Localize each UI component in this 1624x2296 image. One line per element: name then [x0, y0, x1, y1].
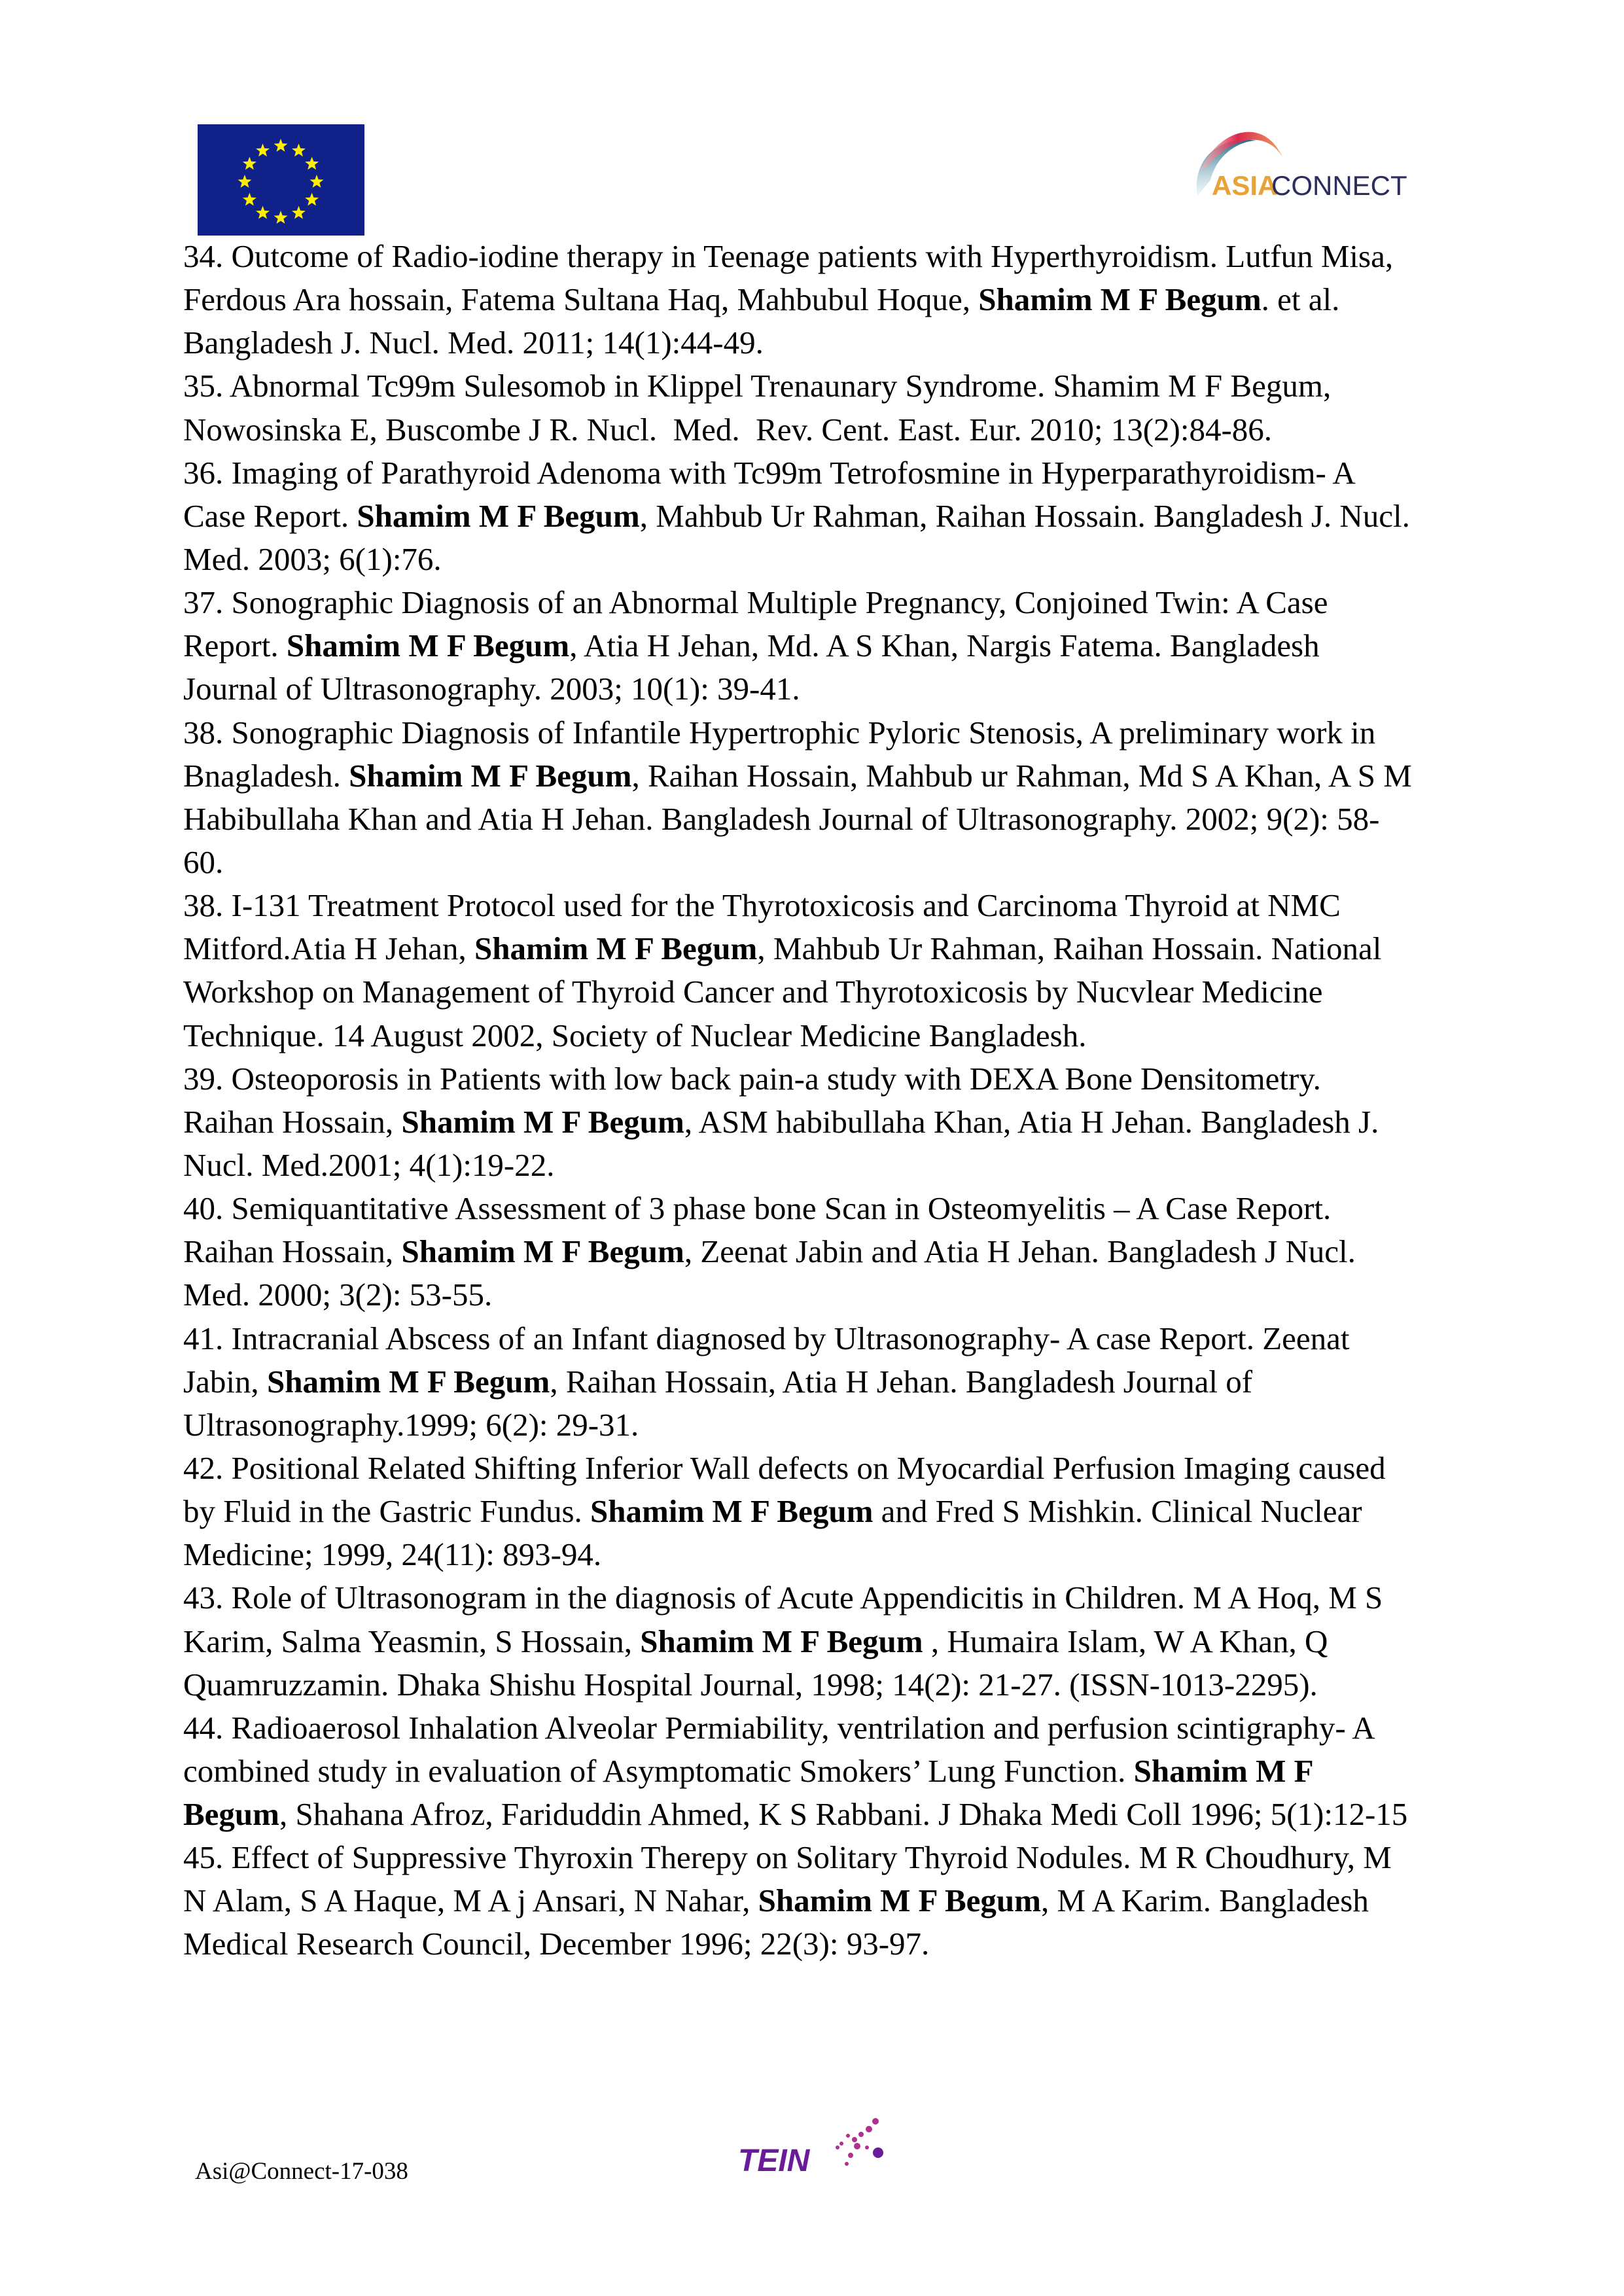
reference-text: , Shahana Afroz, Fariduddin Ahmed, K S Rabbani. J Dhaka Medi Coll 1996; 5(1):12-15 — [279, 1796, 1408, 1833]
reference-line — [183, 1014, 1466, 1057]
reference-item — [183, 711, 1466, 885]
reference-line — [183, 1706, 1466, 1750]
reference-text: Medical Research Council, December 1996; 22(3): 93-97. — [183, 1926, 930, 1962]
reference-text: Technique. 14 August 2002, Society of Nuclear Medicine Bangladesh. — [183, 1017, 1087, 1053]
reference-text: Med. 2000; 3(2): 53-55. — [183, 1277, 493, 1313]
reference-line — [183, 1404, 1466, 1447]
reference-list — [183, 235, 1466, 1966]
reference-item — [183, 364, 1466, 451]
logo-text-connect: CONNECT — [1271, 170, 1407, 201]
reference-line — [183, 711, 1466, 754]
reference-text: 36. Imaging of Parathyroid Adenoma with Tc99m Tetrofosmine in Hyperparathyroidism- A — [183, 454, 1356, 491]
asiaconnect-logo — [1178, 118, 1417, 228]
reference-text: Journal of Ultrasonography. 2003; 10(1): 39-41. — [183, 671, 800, 707]
reference-line — [183, 1922, 1466, 1966]
reference-text: 34. Outcome of Radio-iodine therapy in Teenage patients with Hyperthyroidism. Lutfun Misa, — [183, 238, 1394, 274]
reference-text: Raihan Hossain, — [183, 1233, 402, 1270]
author-highlight: Begum — [183, 1796, 279, 1833]
reference-text: Bangladesh J. Nucl. Med. 2011; 14(1):44-49. — [183, 325, 764, 361]
reference-text: 35. Abnormal Tc99m Sulesomob in Klippel Trenaunary Syndrome. Shamim M F Begum, — [183, 368, 1332, 404]
tein-logo-text: TEIN — [738, 2144, 810, 2177]
reference-text: , Mahbub Ur Rahman, Raihan Hossain. National — [757, 930, 1382, 967]
reference-text: 40. Semiquantitative Assessment of 3 phase bone Scan in Osteomyelitis – A Case Report. — [183, 1190, 1332, 1227]
author-highlight: Shamim M F Begum — [357, 497, 640, 534]
reference-line — [183, 1663, 1466, 1706]
reference-line — [183, 884, 1466, 927]
author-highlight: Shamim M F — [1133, 1752, 1314, 1789]
reference-line — [183, 1101, 1466, 1144]
reference-text: 37. Sonographic Diagnosis of an Abnormal Multiple Pregnancy, Conjoined Twin: A Case — [183, 584, 1328, 621]
author-highlight: Shamim M F Begum — [758, 1882, 1042, 1919]
reference-text: 42. Positional Related Shifting Inferior Wall defects on Myocardial Perfusion Imaging caused — [183, 1449, 1386, 1486]
reference-item — [183, 1706, 1466, 1836]
tein-logo — [733, 2115, 887, 2177]
reference-item — [183, 235, 1466, 364]
reference-item — [183, 884, 1466, 1057]
reference-text: combined study in evaluation of Asymptomatic Smokers’ Lung Function. — [183, 1752, 1134, 1789]
reference-text: 41. Intracranial Abscess of an Infant diagnosed by Ultrasonography- A case Report. Zeenat — [183, 1320, 1350, 1356]
reference-line — [183, 1057, 1466, 1101]
reference-text: 43. Role of Ultrasonogram in the diagnosis of Acute Appendicitis in Children. M A Hoq, M S — [183, 1580, 1383, 1616]
reference-line — [183, 581, 1466, 624]
reference-line — [183, 1576, 1466, 1619]
reference-item — [183, 1317, 1466, 1447]
reference-line — [183, 1533, 1466, 1576]
reference-line — [183, 235, 1466, 278]
reference-line — [183, 798, 1466, 841]
reference-text: , ASM habibullaha Khan, Atia H Jehan. Bangladesh J. — [684, 1103, 1379, 1140]
reference-line — [183, 1447, 1466, 1490]
reference-line — [183, 278, 1466, 321]
author-highlight: Shamim M F Begum — [590, 1493, 874, 1530]
reference-text: 38. I-131 Treatment Protocol used for the Thyrotoxicosis and Carcinoma Thyroid at NMC — [183, 887, 1341, 924]
reference-text: Ferdous Ara hossain, Fatema Sultana Haq, Mahbubul Hoque, — [183, 281, 979, 318]
reference-text: , Raihan Hossain, Atia H Jehan. Bangladesh Journal of — [550, 1363, 1253, 1400]
author-highlight: Shamim M F Begum — [401, 1233, 684, 1270]
reference-text: , M A Karim. Bangladesh — [1041, 1882, 1369, 1919]
reference-line — [183, 495, 1466, 538]
reference-text: and Fred S Mishkin. Clinical Nuclear — [873, 1493, 1362, 1530]
reference-text: Karim, Salma Yeasmin, S Hossain, — [183, 1623, 641, 1659]
reference-line — [183, 1360, 1466, 1404]
reference-line — [183, 364, 1466, 408]
reference-item — [183, 1836, 1466, 1966]
reference-text: by Fluid in the Gastric Fundus. — [183, 1493, 591, 1530]
document-id: Asi@Connect-17-038 — [195, 2158, 408, 2185]
eu-flag-icon — [198, 124, 364, 236]
reference-line — [183, 1620, 1466, 1663]
reference-line — [183, 451, 1466, 495]
reference-text: Raihan Hossain, — [183, 1103, 402, 1140]
reference-item — [183, 1057, 1466, 1187]
reference-text: , Atia H Jehan, Md. A S Khan, Nargis Fatema. Bangladesh — [569, 627, 1320, 664]
author-highlight: Shamim M F Begum — [640, 1623, 923, 1659]
reference-text: Bnagladesh. — [183, 757, 349, 794]
reference-text: , Zeenat Jabin and Atia H Jehan. Bangladesh J Nucl. — [684, 1233, 1356, 1270]
reference-line — [183, 841, 1466, 884]
reference-text: 60. — [183, 843, 224, 880]
reference-text: Medicine; 1999, 24(11): 893-94. — [183, 1536, 602, 1573]
reference-text: . et al. — [1261, 281, 1340, 318]
reference-line — [183, 1317, 1466, 1360]
author-highlight: Shamim M F Begum — [286, 627, 570, 664]
reference-line — [183, 1144, 1466, 1187]
reference-line — [183, 1793, 1466, 1836]
reference-item — [183, 581, 1466, 711]
reference-text: Case Report. — [183, 497, 357, 534]
reference-text: Workshop on Management of Thyroid Cancer and Thyrotoxicosis by Nucvlear Medicine — [183, 974, 1323, 1010]
logo-text-asia: ASIA — [1212, 170, 1278, 201]
reference-line — [183, 1490, 1466, 1533]
reference-line — [183, 1187, 1466, 1230]
author-highlight: Shamim M F Begum — [978, 281, 1262, 318]
reference-line — [183, 624, 1466, 667]
reference-text: Ultrasonography.1999; 6(2): 29-31. — [183, 1406, 639, 1443]
reference-text: Jabin, — [183, 1363, 267, 1400]
reference-item — [183, 1576, 1466, 1706]
reference-text: 45. Effect of Suppressive Thyroxin Therepy on Solitary Thyroid Nodules. M R Choudhury, M — [183, 1839, 1392, 1876]
reference-line — [183, 970, 1466, 1014]
reference-line — [183, 1230, 1466, 1273]
reference-line — [183, 927, 1466, 970]
reference-text: Mitford.Atia H Jehan, — [183, 930, 474, 967]
reference-line — [183, 408, 1466, 451]
reference-line — [183, 1836, 1466, 1879]
reference-line — [183, 1750, 1466, 1793]
reference-line — [183, 1879, 1466, 1922]
reference-text: Nucl. Med.2001; 4(1):19-22. — [183, 1146, 555, 1183]
reference-text: 39. Osteoporosis in Patients with low back pain-a study with DEXA Bone Densitometry. — [183, 1060, 1321, 1097]
reference-item — [183, 1187, 1466, 1316]
author-highlight: Shamim M F Begum — [401, 1103, 684, 1140]
reference-text: Nowosinska E, Buscombe J R. Nucl. Med. Rev. Cent. East. Eur. 2010; 13(2):84-86. — [183, 411, 1273, 448]
reference-item — [183, 1447, 1466, 1576]
reference-line — [183, 538, 1466, 581]
reference-line — [183, 321, 1466, 364]
reference-text: N Alam, S A Haque, M A j Ansari, N Nahar, — [183, 1882, 758, 1919]
reference-line — [183, 1273, 1466, 1316]
reference-text: Report. — [183, 627, 287, 664]
reference-text: Quamruzzamin. Dhaka Shishu Hospital Journal, 1998; 14(2): 21-27. (ISSN-1013-2295). — [183, 1666, 1318, 1703]
reference-line — [183, 754, 1466, 798]
author-highlight: Shamim M F Begum — [266, 1363, 550, 1400]
reference-line — [183, 667, 1466, 711]
reference-text: Habibullaha Khan and Atia H Jehan. Bangladesh Journal of Ultrasonography. 2002; 9(2): 58- — [183, 800, 1380, 837]
author-highlight: Shamim M F Begum — [349, 757, 632, 794]
reference-item — [183, 451, 1466, 581]
reference-text: 44. Radioaerosol Inhalation Alveolar Permiability, ventrilation and perfusion scintigraphy- A — [183, 1709, 1375, 1746]
author-highlight: Shamim M F Begum — [474, 930, 758, 967]
reference-text: , Raihan Hossain, Mahbub ur Rahman, Md S A Khan, A S M — [631, 757, 1412, 794]
reference-text: Med. 2003; 6(1):76. — [183, 540, 442, 577]
reference-text: , Humaira Islam, W A Khan, Q — [923, 1623, 1328, 1659]
tein-molecule-icon — [836, 2118, 883, 2166]
reference-text: , Mahbub Ur Rahman, Raihan Hossain. Bangladesh J. Nucl. — [639, 497, 1410, 534]
reference-text: 38. Sonographic Diagnosis of Infantile Hypertrophic Pyloric Stenosis, A preliminary work in — [183, 714, 1376, 751]
